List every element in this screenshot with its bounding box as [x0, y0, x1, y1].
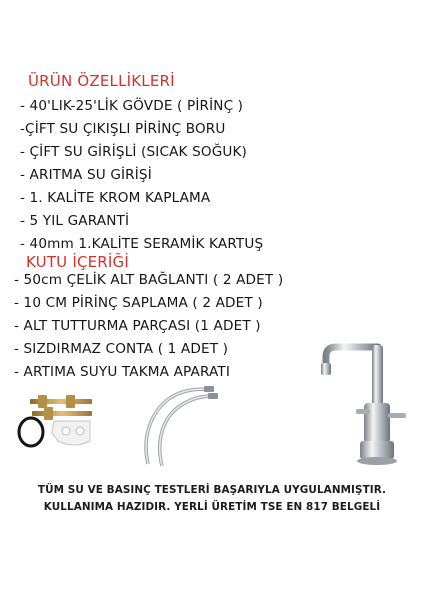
box-item: - 50cm ÇELİK ALT BAĞLANTI ( 2 ADET ) [14, 272, 284, 288]
footer-line-2: KULLANIMA HAZIDIR. YERLİ ÜRETİM TSE EN 817 BELGELİ [43, 501, 381, 513]
box-contents-title: KUTU İÇERİĞİ [26, 253, 129, 271]
feature-item: -ÇİFT SU ÇIKIŞLI PİRİNÇ BORU [20, 121, 226, 137]
mounting-bracket-icon [52, 421, 90, 445]
flex-hose-icon [140, 378, 220, 470]
box-item: - 10 CM PİRİNÇ SAPLAMA ( 2 ADET ) [14, 295, 263, 311]
feature-item: - 40'LIK-25'LİK GÖVDE ( PİRİNÇ ) [20, 98, 244, 114]
footer-line-1: TÜM SU VE BASINÇ TESTLERİ BAŞARIYLA UYGULANMIŞTIR. [37, 484, 387, 496]
feature-item: - 1. KALİTE KROM KAPLAMA [20, 190, 211, 206]
feature-item: - 5 YIL GARANTİ [20, 213, 130, 229]
box-item: - SIZDIRMAZ CONTA ( 1 ADET ) [14, 341, 229, 357]
features-title: ÜRÜN ÖZELLİKLERİ [28, 72, 175, 90]
feature-item: - 40mm 1.KALİTE SERAMİK KARTUŞ [20, 236, 264, 252]
brass-stud-icon [32, 407, 92, 420]
box-item: - ALT TUTTURMA PARÇASI (1 ADET ) [14, 318, 261, 334]
accessories-image [14, 385, 104, 465]
box-item: - ARTIMA SUYU TAKMA APARATI [14, 364, 231, 380]
feature-item: - ARITMA SU GİRİŞİ [20, 167, 152, 183]
kitchen-faucet-icon [318, 335, 410, 475]
seal-ring-icon [19, 418, 43, 446]
feature-item: - ÇİFT SU GİRİŞLİ (SICAK SOĞUK) [20, 144, 248, 160]
brass-stud-icon [30, 395, 92, 408]
